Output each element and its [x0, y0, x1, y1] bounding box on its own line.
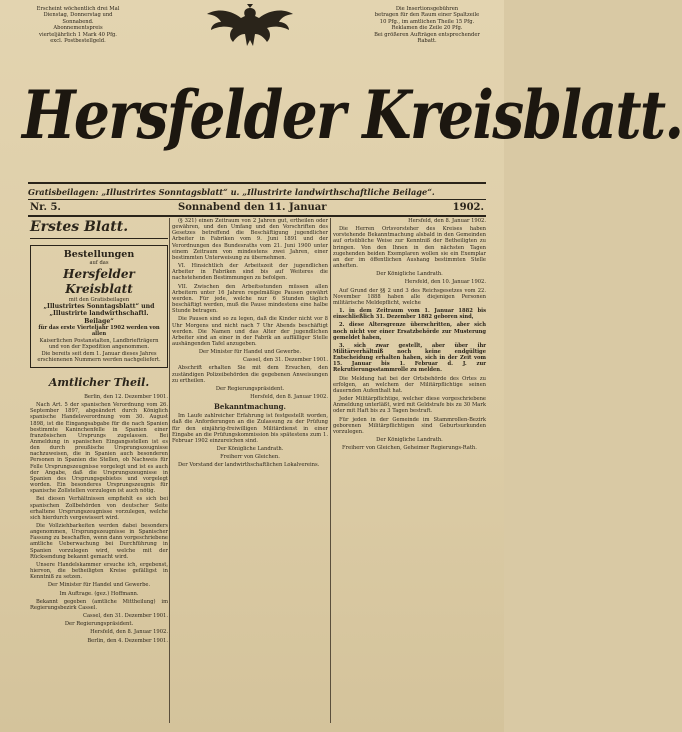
column-2 [172, 218, 328, 723]
signature: Der Königliche Landrath. [216, 446, 284, 452]
ad-bold-line: für das erste Vierteljahr 1902 werden von allen [38, 324, 160, 338]
divider [28, 182, 486, 184]
article-paragraph: (§ 321) einen Zeitraum von 2 Jahren gut, ertheilen oder gewähren, und den Umfang und den Vorschriften des Gesetzes betreffend die Beschäftigung jugendlicher Arbeiter in Fabriken vom 9. Juni 1891 und der Verordnungen des Bundesraths vom 21. Juni 1900 unter einem Zeitraum von mindestens zwei Jahren, einer bestimmten Unterweisung zu übernehmen. [172, 218, 328, 261]
signature: Freiherr von Gleichen. [220, 454, 280, 461]
signature: Der Königliche Landrath. [376, 437, 443, 443]
ad-line: auf das [89, 260, 109, 266]
article-paragraph: Unsere Handelskammer ersuche ich, ergebenst, hiervon, die betheiligten Kreise gefälligst in Kenntniß zu setzen. [30, 561, 168, 581]
article-paragraph: Im Laufe zahlreicher Erfahrung ist festgestellt worden, daß die Anforderungen an die Zulassung zu der Prüfung für den einjährig-freiwilligen Militärdienst in einer Eingabe an die Prüfungskommission bis spätestens zum 1. Februar 1902 einzureichen sind. [172, 413, 328, 444]
signature: Der Regierungspräsident. [64, 621, 134, 628]
article-paragraph: Nach Art. 5 der spanischen Verordnung vom 26. September 1897, abgeändert durch Königlich spanische Handelsverordnung vom 30. August 1898, ist die Eingangsabgabe für die nach Spanien bestimmte Kaninchenfelle in Spanien einer französischen Ursprungs zugelassen. Bei Anmeldung in spanischen Eingangsstellen ist es den durch preußische Ursprungszeugnisse nachzuweisen, die in Spanien auch besonderen Personen in Spanien die Stellen, ob Nachweis für Felle Ursprungszeugnisse vorgelegt und ist es auch der Angabe, daß die Ursprungszeugnisse in Spanien des Ursprungsgebietes und vorgelegt worden. Ein besonderes Ursprungszeugnis für spanische Zollstellen vorzulegen ist auch nötig. [30, 402, 168, 495]
issue-year: 1902. [452, 202, 484, 213]
signature: Der Regierungspräsident. [215, 385, 285, 392]
article-paragraph: 1. in dem Zeitraum vom 1. Januar 1882 bis einschließlich 31. Dezember 1882 geboren sind, [333, 308, 486, 321]
dateline: Hersfeld, den 8. Januar 1902. [408, 218, 486, 224]
ad-newspaper-name: Hersfelder Kreisblatt [63, 266, 135, 296]
column-3 [333, 218, 486, 723]
article-paragraph: Die Meldung hat bei der Ortsbehörde des Ortes zu erfolgen, an welchem der Militärpflichtige seinen dauernden Aufenthalt hat. [333, 375, 486, 394]
signature: Freiherr von Gleichen, Geheimer Regierungs-Rath. [342, 445, 477, 452]
article-paragraph: Bekannt gegeben (amtliche Mittheilung) im Regierungsbezirk Cassel. [30, 598, 168, 611]
ad-text: Die bereits seit dem 1. Januar dieses Jahres erschienenen Nummern werden nachgeliefert. [37, 350, 161, 364]
article-paragraph: 2. diese Altersgrenze überschritten, aber sich noch nicht vor einer Ersatzbehörde zur Musterung gemeldet haben, [333, 322, 486, 341]
signature: Der Minister für Handel und Gewerbe. [198, 349, 302, 356]
article-paragraph: Abschrift erhalten Sie mit dem Ersuchen, den zuständigen Polizeibehörden die gegebenen Anweisungen zu ertheilen. [172, 365, 328, 384]
ad-bold-line: „Illustrirtes Sonntagsblatt“ und [43, 303, 155, 310]
notice-line: Bei größeren Aufträgen entsprechender [374, 31, 480, 38]
issue-date-line [28, 202, 486, 214]
dateline: Berlin, den 4. Dezember 1901. [87, 637, 168, 644]
article-paragraph: Für jeden in der Gemeinde im Stammrollen-Bezirk geborenen Militärpflichtigen sind Geburtsurkunden vorzulegen. [333, 416, 486, 435]
dateline: Hersfeld, den 8. Januar 1902. [90, 629, 168, 636]
issue-date: Sonnabend den 11. Januar [178, 202, 327, 213]
dateline: Cassel, den 31. Dezember 1901. [82, 613, 168, 620]
article-paragraph: Der Vorstand der landwirthschaftlichen Lokalvereins. [178, 462, 320, 469]
insertion-fees-notice [372, 6, 482, 44]
article-paragraph: Bei diesen Verhältnissen empfiehlt es sich bei spanischen Zollbehörden von deutscher Seite erhaltene Ursprungszeugnisse vorzulegen, welche sich hierdurch vergewissert wird. [30, 496, 168, 521]
notice-line: Abonnementspreis [53, 25, 103, 32]
subscription-ad [30, 245, 168, 368]
official-section-heading: Amtlicher Theil. [48, 375, 150, 389]
dateline: Hersfeld, den 10. Januar 1902. [404, 279, 486, 286]
notice-line: 10 Pfg., im amtlichen Theile 15 Pfg. [379, 18, 475, 25]
ad-bold-line: „Illustrirte landwirthschaftl. Beilage“ [49, 310, 149, 325]
supplements-line: Gratisbeilagen: „Illustrirtes Sonntagsblatt“ u. „Illustrirte landwirthschaftliche Beilage“. [28, 187, 435, 197]
article-paragraph: VI. Hinsichtlich der Arbeitszeit der jugendlichen Arbeiter in Fabriken sind bis auf Weiteres die nachstehenden Bestimmungen zu befolgen. [172, 263, 328, 282]
notice-line: vierteljährlich 1 Mark 40 Pfg. [39, 31, 117, 38]
column-divider [169, 218, 170, 723]
first-sheet-heading: Erstes Blatt. [30, 218, 168, 239]
ad-title: Bestellungen [63, 249, 135, 260]
notice-heading: Bekanntmachung. [214, 402, 286, 412]
article-paragraph: Die Pausen sind so zu legen, daß die Kinder nicht vor 8 Uhr Morgens und nicht nach 7 Uhr Abends beschäftigt werden. Die Namen und das Alter der jugendlichen Arbeiter sind an einer in der Fabrik an auffälliger Stelle aushängenden Tafel anzugeben. [172, 316, 328, 347]
divider [28, 215, 486, 217]
notice-line: Dienstag, Donnerstag und Sonnabend. [43, 12, 113, 25]
dateline: Cassel, den 31. Dezember 1901. [242, 357, 328, 364]
signature: Der Königliche Landrath. [376, 271, 443, 278]
notice-line: excl. Postbestellgeld. [50, 38, 106, 45]
column-divider [330, 218, 331, 723]
eagle-emblem-icon [205, 2, 295, 48]
notice-line: Rabatt. [417, 38, 437, 45]
signature: Der Minister für Handel und Gewerbe. [47, 582, 151, 589]
ad-line: mit den Gratisbeilagen [68, 296, 130, 303]
notice-line: Die Insertionsgebühren [395, 6, 459, 12]
dateline: Berlin, den 12. Dezember 1901. [84, 393, 168, 400]
notice-line: Reklamen die Zeile 20 Pfg. [391, 25, 463, 32]
article-paragraph: Die Vollziehbarkeiten werden dabei besonders angenommen, Ursprungszeugnisse in Spanischer Fassung zu beschaffen, wenn dann vorgeschriebene amtliche Ueberwachung bei Durchführung in Spanien vorzulegen wird, welche mit der Rücksendung bekannt gemacht wird. [30, 523, 168, 560]
column-1 [30, 218, 168, 723]
article-paragraph: VII. Zwischen den Arbeitsstunden müssen allen Arbeitern unter 16 Jahren regelmäßige Pausen gewährt werden. Für jede, welche nur 6 Stunden täglich beschäftigt werden, muß die Pause mindestens eine halbe Stunde betragen. [172, 283, 328, 315]
notice-line: Erscheint wöchentlich drei Mal [36, 6, 120, 12]
divider [28, 199, 486, 200]
masthead-title: Hersfelder Kreisblatt. [22, 76, 682, 154]
ad-text: Kaiserlichen Postanstalten, Landbriefträgern und von der Expedition angenommen. [39, 337, 159, 351]
signature: Im Auftrage. (gez.) Hoffmann. [59, 590, 139, 597]
issue-number: Nr. 5. [30, 202, 61, 213]
article-paragraph: Jeder Militärpflichtige, welcher diese vorgeschriebene Anmeldung unterläßt, wird mit Geldstrafe bis zu 30 Mark oder mit Haft bis zu 3 Tagen bestraft. [333, 396, 486, 415]
article-paragraph: Die Herren Ortsvorsteher des Kreises haben vorstehende Bekanntmachung alsbald in den Gemeinden auf ortsübliche Weise zur Kenntniß der Betheiligten zu bringen. Von den Ihnen in den nächsten Tagen zugehenden beiden Exemplaren wollen sie ein Exemplar an der im öffentlichen Aushang bestimmten Stelle anheften. [333, 226, 486, 270]
dateline: Hersfeld, den 8. Januar 1902. [250, 394, 328, 401]
notice-line: betragen für den Raum einer Spaltzeile [374, 12, 480, 19]
article-paragraph: Auf Grund der §§ 2 und 3 des Reichsgesetzes vom 22. November 1888 haben alle diejenigen Personen militärische Meldepflicht, welche [333, 287, 486, 306]
subscription-notice [28, 6, 128, 44]
article-paragraph: 3. sich zwar gestellt, aber über ihr Militärverhältniß noch keine endgültige Entscheidung erhalten haben, sich in der Zeit vom 15. Januar bis 1. Februar d. J. zur Rekrutierungsstammrolle zu melden. [333, 342, 486, 374]
